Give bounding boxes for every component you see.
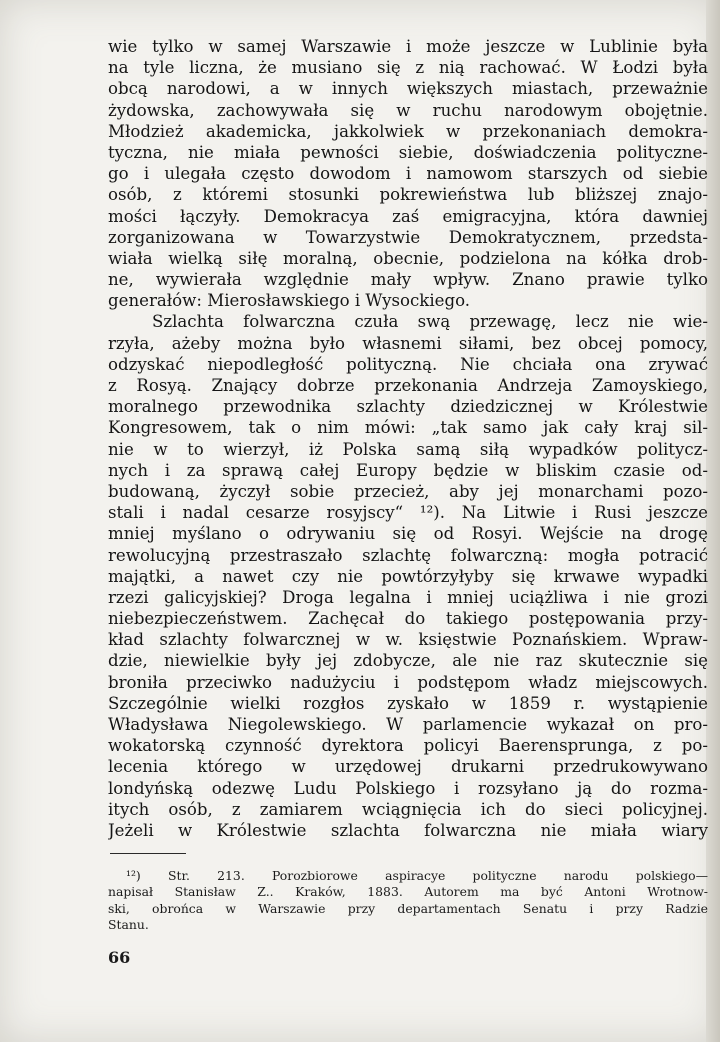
footnote-line: Stanu. bbox=[108, 917, 149, 933]
body-text bbox=[108, 36, 708, 841]
text-line: generałów: Mierosławskiego i Wysockiego. bbox=[108, 291, 471, 311]
text-line: nych i za sprawą całej Europy będzie w bliskim czasie od- bbox=[108, 460, 708, 480]
text-line: na tyle liczna, że musiano się z nią rachować. W Łodzi była bbox=[108, 58, 708, 78]
text-line: go i ulegała często dowodom i namowom starszych od siebie bbox=[108, 164, 708, 184]
text-line: tyczna, nie miała pewności siebie, doświadczenia politycznе- bbox=[108, 142, 708, 162]
text-line: odzyskać niepodległość polityczną. Nie chciała ona zrywać bbox=[108, 354, 708, 374]
footnote-line: napisał Stanisław Z.. Kraków, 1883. Autorem ma być Antoni Wrotnow- bbox=[108, 884, 708, 900]
text-line: kład szlachty folwarcznej w w. księstwie Poznańskiem. Wpraw- bbox=[108, 630, 708, 650]
text-line: mości łączyły. Demokracya zaś emigracyjna, która dawniej bbox=[108, 206, 708, 226]
text-line: Młodzież akademicka, jakkolwiek w przekonaniach demokra- bbox=[108, 121, 708, 141]
footnote-line: ski, obrońca w Warszawie przy departamentach Senatu i przy Radzie bbox=[108, 900, 708, 916]
text-line: Szczególnie wielki rozgłos zyskało w 1859 r. wystąpienie bbox=[108, 693, 708, 713]
text-line: nie w to wierzył, iż Polska samą siłą wypadków politycz- bbox=[108, 439, 708, 459]
text-line: wie tylko w samej Warszawie i może jeszcze w Lublinie była bbox=[108, 37, 708, 56]
text-line: zorganizowana w Towarzystwie Demokratycznem, przedsta- bbox=[108, 227, 708, 247]
text-line: lecenia którego w urzędowej drukarni przedrukowywano bbox=[108, 757, 708, 777]
text-line: stali i nadal cesarze rosyjscy“ ¹²). Na Litwie i Rusi jeszcze bbox=[108, 503, 708, 523]
text-line: mniej myślano o odrywaniu się od Rosyi. Wejście na drogę bbox=[108, 524, 708, 544]
footnote bbox=[108, 868, 708, 934]
text-line: wiała wielką siłę moralną, obecnie, podzielona na kółka drob- bbox=[108, 248, 708, 268]
text-line: Jeżeli w Królestwie szlachta folwarczna nie miała wiary bbox=[108, 820, 708, 840]
text-line: rewolucyjną przestraszało szlachtę folwarczną: mogła potracić bbox=[108, 545, 708, 565]
text-line: z Rosyą. Znający dobrze przekonania Andrzeja Zamoyskiego, bbox=[108, 376, 708, 395]
footnote-line: ¹²) Str. 213. Porozbiorowe aspiracye polityczne narodu polskiego— bbox=[126, 868, 708, 883]
text-line: obcą narodowi, a w innych większych miastach, przeważnie bbox=[108, 79, 708, 99]
text-line: londyńską odezwę Ludu Polskiego i rozsyłano ją do rozma- bbox=[108, 778, 708, 798]
text-line: rzyła, ażeby można było własnemi siłami, bez obcej pomocy, bbox=[108, 333, 708, 353]
footnote-separator bbox=[110, 853, 186, 854]
text-line: budowaną, życzył sobie przecież, aby jej monarchami pozo- bbox=[108, 481, 708, 501]
text-line: rzezi galicyjskiej? Droga legalna i mniej uciążliwa i nie grozi bbox=[108, 587, 708, 607]
text-line: majątki, a nawet czy nie powtórzyłyby się krwawe wypadki bbox=[108, 566, 708, 586]
text-line: Władysława Niegolewskiego. W parlamencie wykazał on pro- bbox=[108, 715, 708, 734]
text-line: itych osób, z zamiarem wciągnięcia ich do sieci policyjnej. bbox=[108, 799, 708, 819]
text-line: ne, wywierała względnie mały wpływ. Znano prawie tylko bbox=[108, 270, 708, 290]
text-line: żydowska, zachowywała się w ruchu narodowym obojętnie. bbox=[108, 100, 708, 120]
page-edge-shadow bbox=[706, 0, 720, 1042]
text-line: Kongresowem, tak o nim mówi: „tak samo jak cały kraj sil- bbox=[108, 418, 708, 438]
paragraph-start-line: Szlachta folwarczna czuła swą przewagę, lecz nie wie- bbox=[152, 312, 708, 332]
text-line: wokatorską czynność dyrektora policyi Baerensprunga, z po- bbox=[108, 736, 708, 756]
page-number: 66 bbox=[108, 948, 131, 967]
text-line: dzie, niewielkie były jej zdobycze, ale nie raz skutecznie się bbox=[108, 651, 708, 671]
text-line: osób, z któremi stosunki pokrewieństwa lub bliższej znajo- bbox=[108, 185, 708, 205]
text-line: broniła przeciwko nadużyciu i podstępom władz miejscowych. bbox=[108, 672, 708, 692]
text-line: niebezpieczeństwem. Zachęcał do takiego postępowania przy- bbox=[108, 609, 708, 629]
text-line: moralnego przewodnika szlachty dziedzicznej w Królestwie bbox=[108, 397, 708, 417]
